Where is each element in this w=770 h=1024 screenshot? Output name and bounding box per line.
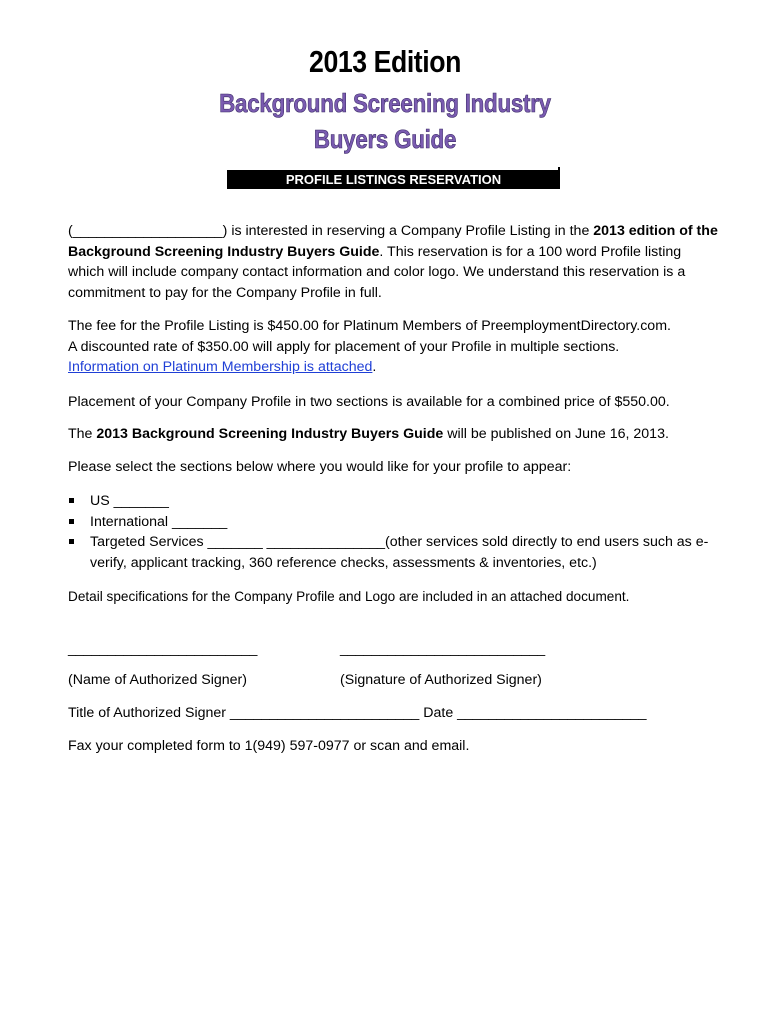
intro-bold-edition: 2013 edition of the Background Screening Industry Buyers Guide [68,223,718,260]
sections-list [68,491,728,573]
signature-line[interactable]: __________________________ [340,641,546,657]
section-label: US _______ [90,493,169,509]
guide-title-line-2: Buyers Guide [313,124,457,154]
company-name-blank[interactable]: (___________________) [68,223,228,239]
publish-suffix: will be published on June 16, 2013. [443,426,669,442]
fee-line-1: The fee for the Profile Listing is $450.00 for Platinum Members of PreemploymentDirectory.com. [68,318,671,334]
reservation-banner: PROFILE LISTINGS RESERVATION [227,170,560,189]
detail-specifications-note: Detail specifications for the Company Profile and Logo are included in an attached document. [68,589,630,604]
intro-paragraph [68,221,718,303]
section-item-us[interactable] [68,491,728,512]
section-item-international[interactable] [68,512,728,533]
square-bullet-icon [69,539,74,544]
square-bullet-icon [69,519,74,524]
intro-text-b: . This reservation is for a 100 word Profile listing which will include company contact information and color logo. We understand this reservation is a commitment to pay for the Company Profile in full. [68,243,686,301]
combined-price-paragraph: Placement of your Company Profile in two sections is available for a combined price of $550.00. [68,394,670,410]
link-period: . [372,359,377,375]
signer-title-date-row[interactable]: Title of Authorized Signer ________________________ Date ________________________ [68,705,647,721]
signer-name-label: (Name of Authorized Signer) [68,672,248,688]
signature-label: (Signature of Authorized Signer) [340,672,542,688]
section-label: Targeted Services _______ _______________(other services sold directly to end users such as e-verify, applicant tracking, 360 reference checks, assessments & inventories, etc.) [90,534,709,571]
intro-text-a: is interested in reserving a Company Profile Listing in the [227,223,594,239]
fax-instructions: Fax your completed form to 1(949) 597-0977 or scan and email. [68,738,470,754]
publish-guide-name: 2013 Background Screening Industry Buyers Guide [96,426,444,442]
select-sections-prompt: Please select the sections below where you would like for your profile to appear: [68,459,572,475]
edition-heading: 2013 Edition [309,44,461,79]
signer-name-line[interactable]: ________________________ [68,641,258,657]
fees-paragraph [68,316,718,378]
fee-line-2: A discounted rate of $350.00 will apply for placement of your Profile in multiple sections. [68,338,620,355]
section-label: International _______ [90,513,228,530]
section-item-targeted-services[interactable] [68,532,728,573]
platinum-membership-link[interactable]: Information on Platinum Membership is attached [68,359,373,375]
publish-prefix: The [68,426,97,442]
publish-date-paragraph [68,424,718,445]
square-bullet-icon [69,498,74,503]
guide-title-line-1: Background Screening Industry [219,88,551,118]
